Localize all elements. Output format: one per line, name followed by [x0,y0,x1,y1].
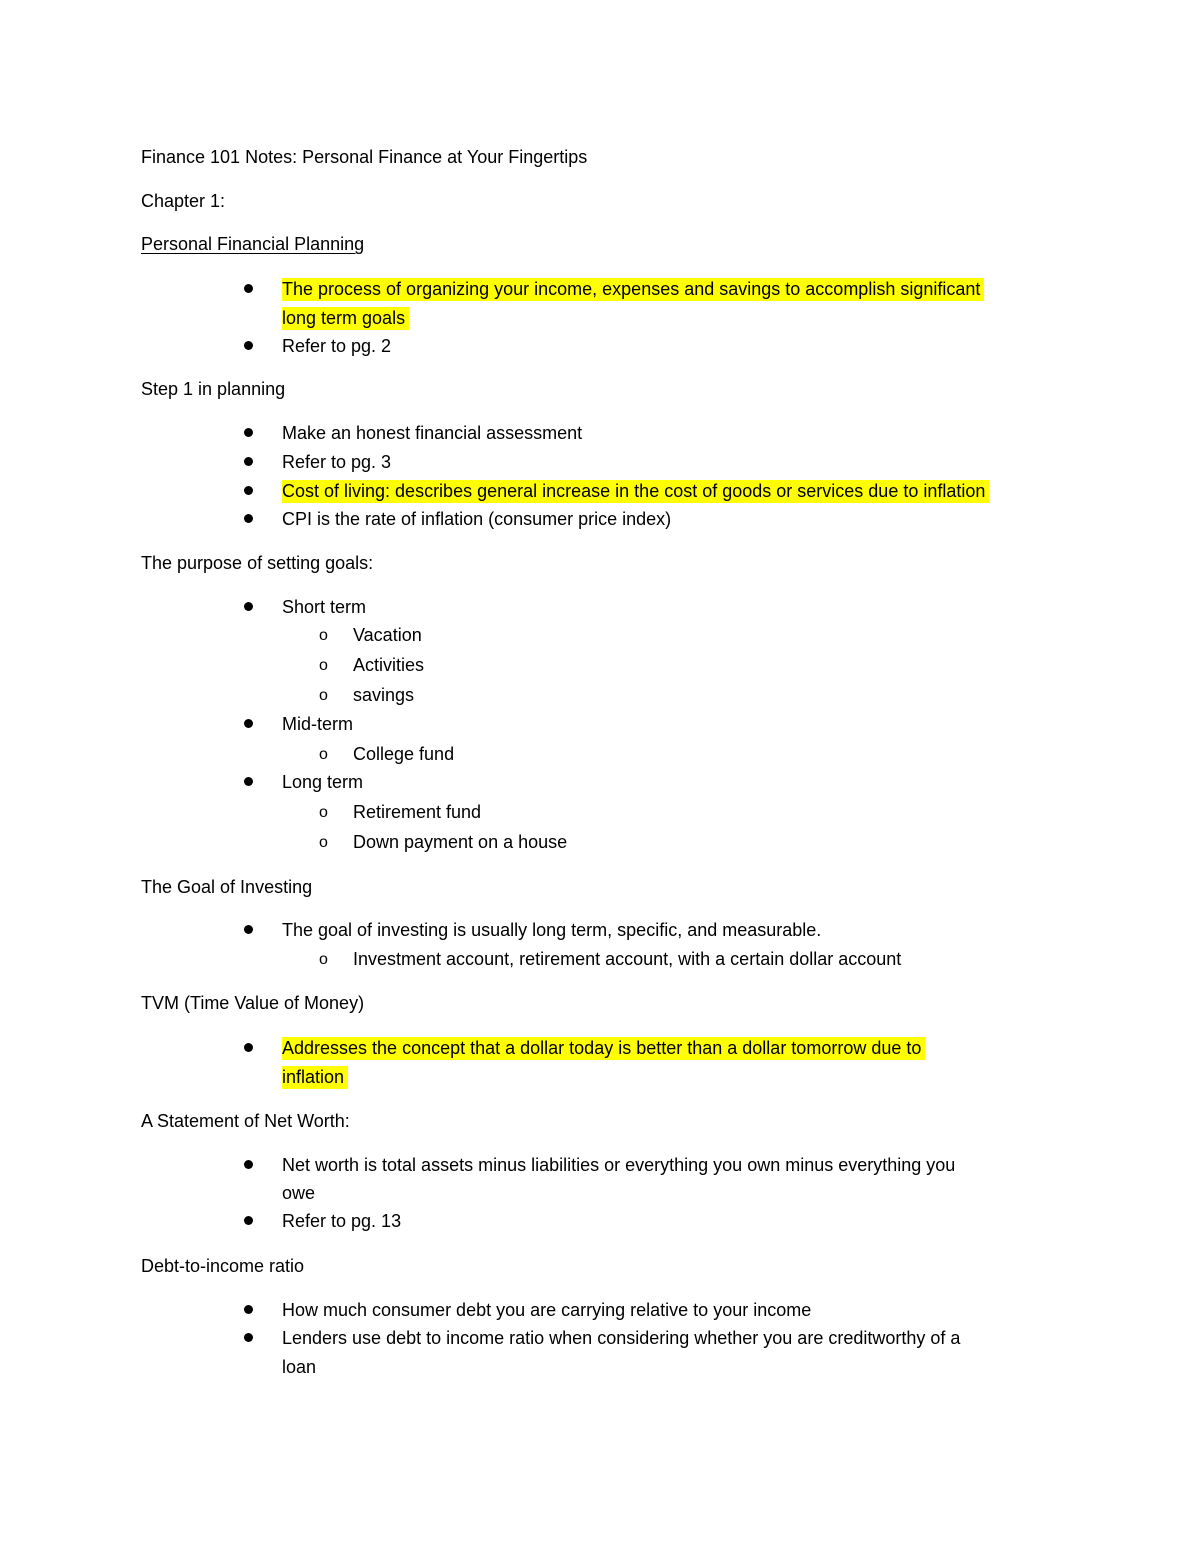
section-heading-tvm: TVM (Time Value of Money) [141,993,365,1013]
bullet-icon [244,925,253,934]
list-item: Refer to pg. 3 [282,452,392,472]
bullet-icon [244,602,253,611]
document-title: Finance 101 Notes: Personal Finance at Your Fingertips [141,147,588,167]
sub-bullet-icon: o [319,951,328,968]
highlighted-text: long term goals [282,307,409,330]
highlighted-text: The process of organizing your income, expenses and savings to accomplish significant [282,278,984,301]
list-item: Refer to pg. 13 [282,1211,402,1231]
list-item [282,480,989,502]
list-item: Net worth is total assets minus liabilities or everything you own minus everything you [282,1155,956,1175]
highlighted-text: inflation [282,1066,348,1089]
sub-bullet-icon: o [319,627,328,644]
sub-list-item: Vacation [353,625,422,645]
bullet-icon [244,1333,253,1342]
bullet-icon [244,457,253,466]
chapter-label: Chapter 1: [141,191,226,211]
list-item [282,1037,925,1059]
bullet-icon [244,719,253,728]
sub-list-item: Retirement fund [353,802,482,822]
sub-bullet-icon: o [319,834,328,851]
sub-list-item: Activities [353,655,425,675]
section-heading-planning: Personal Financial Planning [141,234,365,254]
list-item: Mid-term [282,714,353,734]
bullet-icon [244,486,253,495]
section-heading-investing: The Goal of Investing [141,877,313,897]
list-item: Short term [282,597,367,617]
list-item-continuation [282,307,409,329]
bullet-icon [244,1216,253,1225]
bullet-icon [244,428,253,437]
sub-bullet-icon: o [319,804,328,821]
list-item: Lenders use debt to income ratio when considering whether you are creditworthy of a [282,1328,961,1348]
sub-list-item: Investment account, retirement account, with a certain dollar account [353,949,902,969]
bullet-icon [244,284,253,293]
highlighted-text: Cost of living: describes general increase in the cost of goods or services due to inflation [282,480,989,503]
sub-bullet-icon: o [319,657,328,674]
bullet-icon [244,514,253,523]
list-item: Long term [282,772,364,792]
bullet-icon [244,1043,253,1052]
section-heading-step1: Step 1 in planning [141,379,286,399]
sub-list-item: College fund [353,744,455,764]
list-item-continuation: owe [282,1183,316,1203]
list-item-continuation: loan [282,1357,317,1377]
list-item: The goal of investing is usually long term, specific, and measurable. [282,920,822,940]
list-item: Refer to pg. 2 [282,336,392,356]
bullet-icon [244,1305,253,1314]
sub-list-item: savings [353,685,415,705]
sub-bullet-icon: o [319,687,328,704]
section-heading-net-worth: A Statement of Net Worth: [141,1111,350,1131]
sub-bullet-icon: o [319,746,328,763]
bullet-icon [244,777,253,786]
list-item [282,278,984,300]
list-item: How much consumer debt you are carrying relative to your income [282,1300,812,1320]
list-item: CPI is the rate of inflation (consumer price index) [282,509,672,529]
section-heading-dti: Debt-to-income ratio [141,1256,305,1276]
highlighted-text: Addresses the concept that a dollar today is better than a dollar tomorrow due to [282,1037,925,1060]
sub-list-item: Down payment on a house [353,832,568,852]
bullet-icon [244,341,253,350]
list-item-continuation [282,1066,348,1088]
section-heading-goals: The purpose of setting goals: [141,553,374,573]
bullet-icon [244,1160,253,1169]
list-item: Make an honest financial assessment [282,423,583,443]
